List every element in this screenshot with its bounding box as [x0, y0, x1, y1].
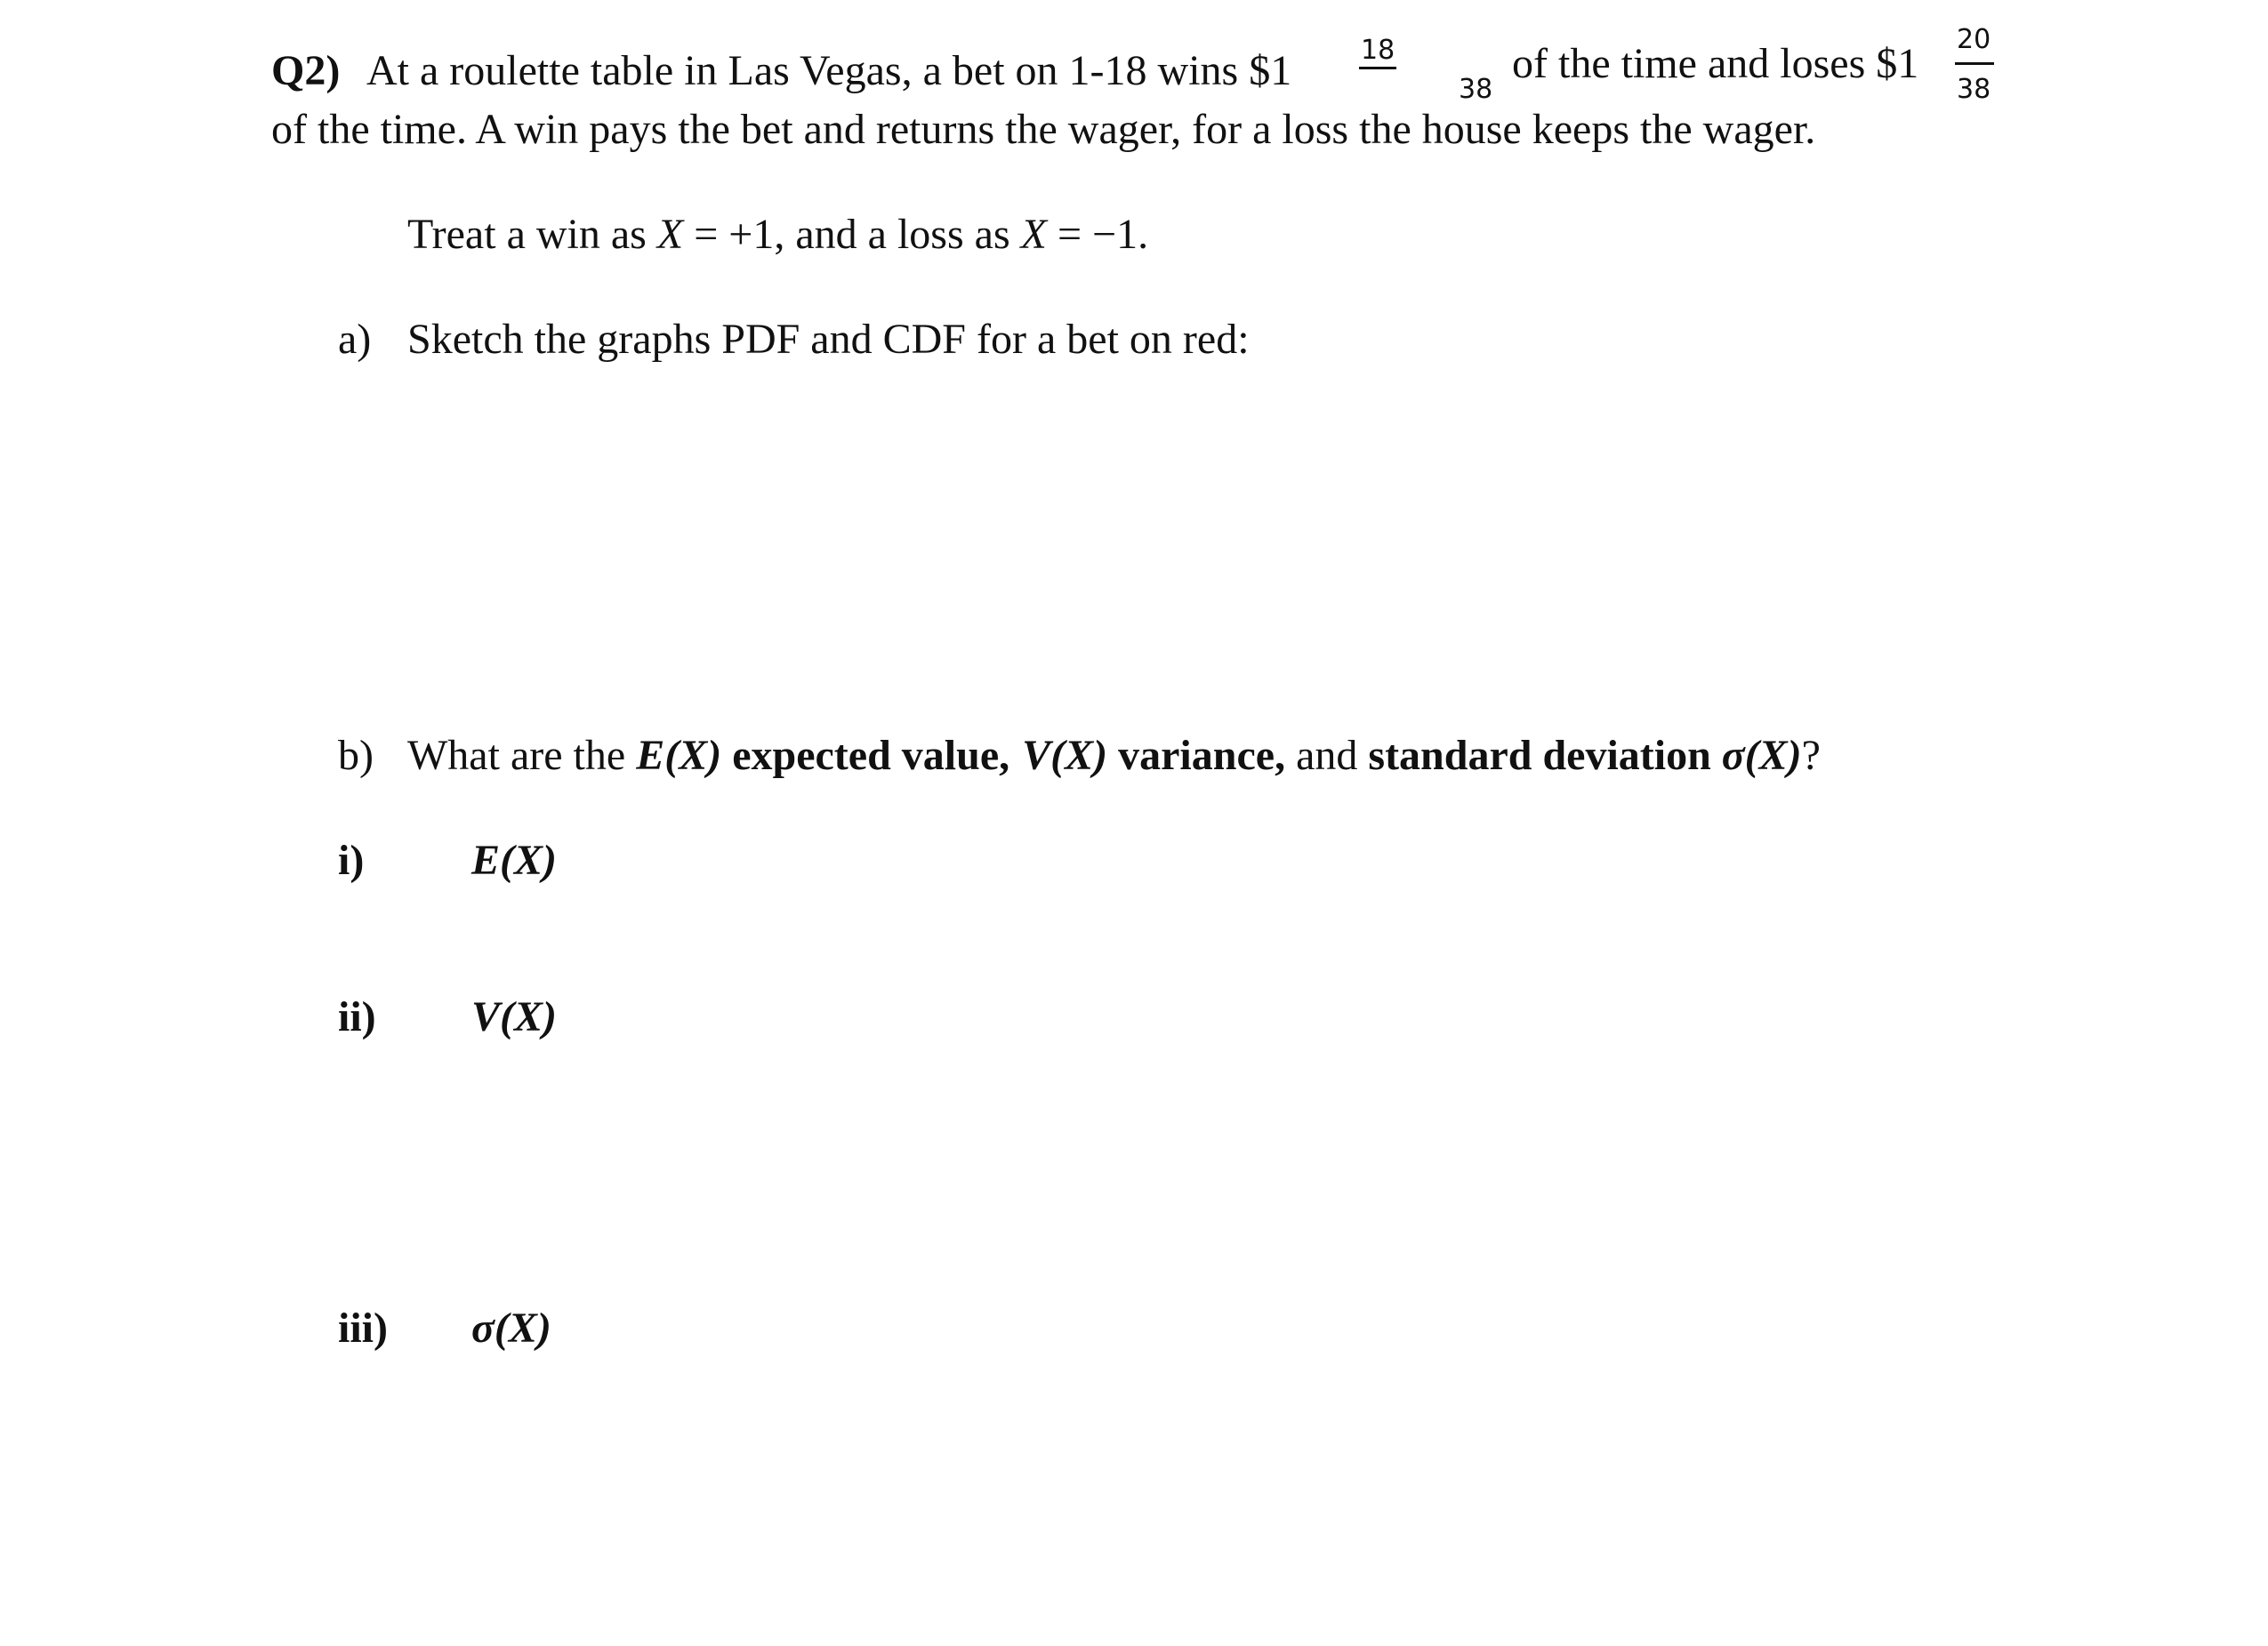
treat-prefix: Treat a win as: [407, 211, 657, 258]
fraction-win-numerator: 18: [1361, 35, 1395, 66]
part-b-sigma: σ(X): [1721, 732, 1802, 779]
treat-var2: X: [1020, 211, 1047, 258]
fraction-lose-bar: [1955, 62, 1994, 65]
fraction-win-denominator: 38: [1459, 74, 1493, 105]
item-iii-expr: σ(X): [471, 1305, 551, 1352]
item-ii-label: ii): [338, 993, 376, 1040]
item-iii-label: iii): [338, 1305, 388, 1352]
part-a-text: Sketch the graphs PDF and CDF for a bet on red:: [407, 316, 1250, 363]
fraction-win-bar: [1359, 67, 1396, 69]
part-b-intro: What are the: [407, 732, 637, 779]
part-b-label: b): [338, 732, 374, 779]
part-b-vx: V(X): [1022, 732, 1108, 779]
part-b-ex-text: expected value,: [721, 732, 1010, 779]
part-b-vx-text: variance,: [1107, 732, 1286, 779]
question-label: Q2): [271, 47, 341, 94]
treat-eq1: = +1, and a loss as: [683, 211, 1021, 258]
item-i-label: i): [338, 837, 365, 884]
part-b-sd-text: standard deviation: [1368, 732, 1722, 779]
question-line1-part1: At a roulette table in Las Vegas, a bet on 1-18 wins $1: [366, 47, 1292, 94]
question-line2: of the time. A win pays the bet and returns the wager, for a loss the house keeps the wager.: [271, 106, 1816, 153]
part-b-ex: E(X): [636, 732, 722, 779]
item-i-expr: E(X): [471, 837, 557, 884]
question-line1-part2: of the time and loses $1: [1512, 40, 1919, 87]
treat-var1: X: [656, 211, 684, 258]
fraction-lose-numerator: 20: [1957, 24, 1991, 55]
treat-eq2: = −1.: [1046, 211, 1149, 258]
part-b-question: [407, 732, 1821, 779]
treat-line: [407, 213, 1148, 256]
part-b-and: and: [1285, 732, 1369, 779]
fraction-lose-denominator: 38: [1957, 74, 1991, 105]
item-ii-expr: V(X): [471, 993, 557, 1040]
part-a-label: a): [338, 316, 372, 363]
part-b-end: ?: [1801, 732, 1821, 779]
